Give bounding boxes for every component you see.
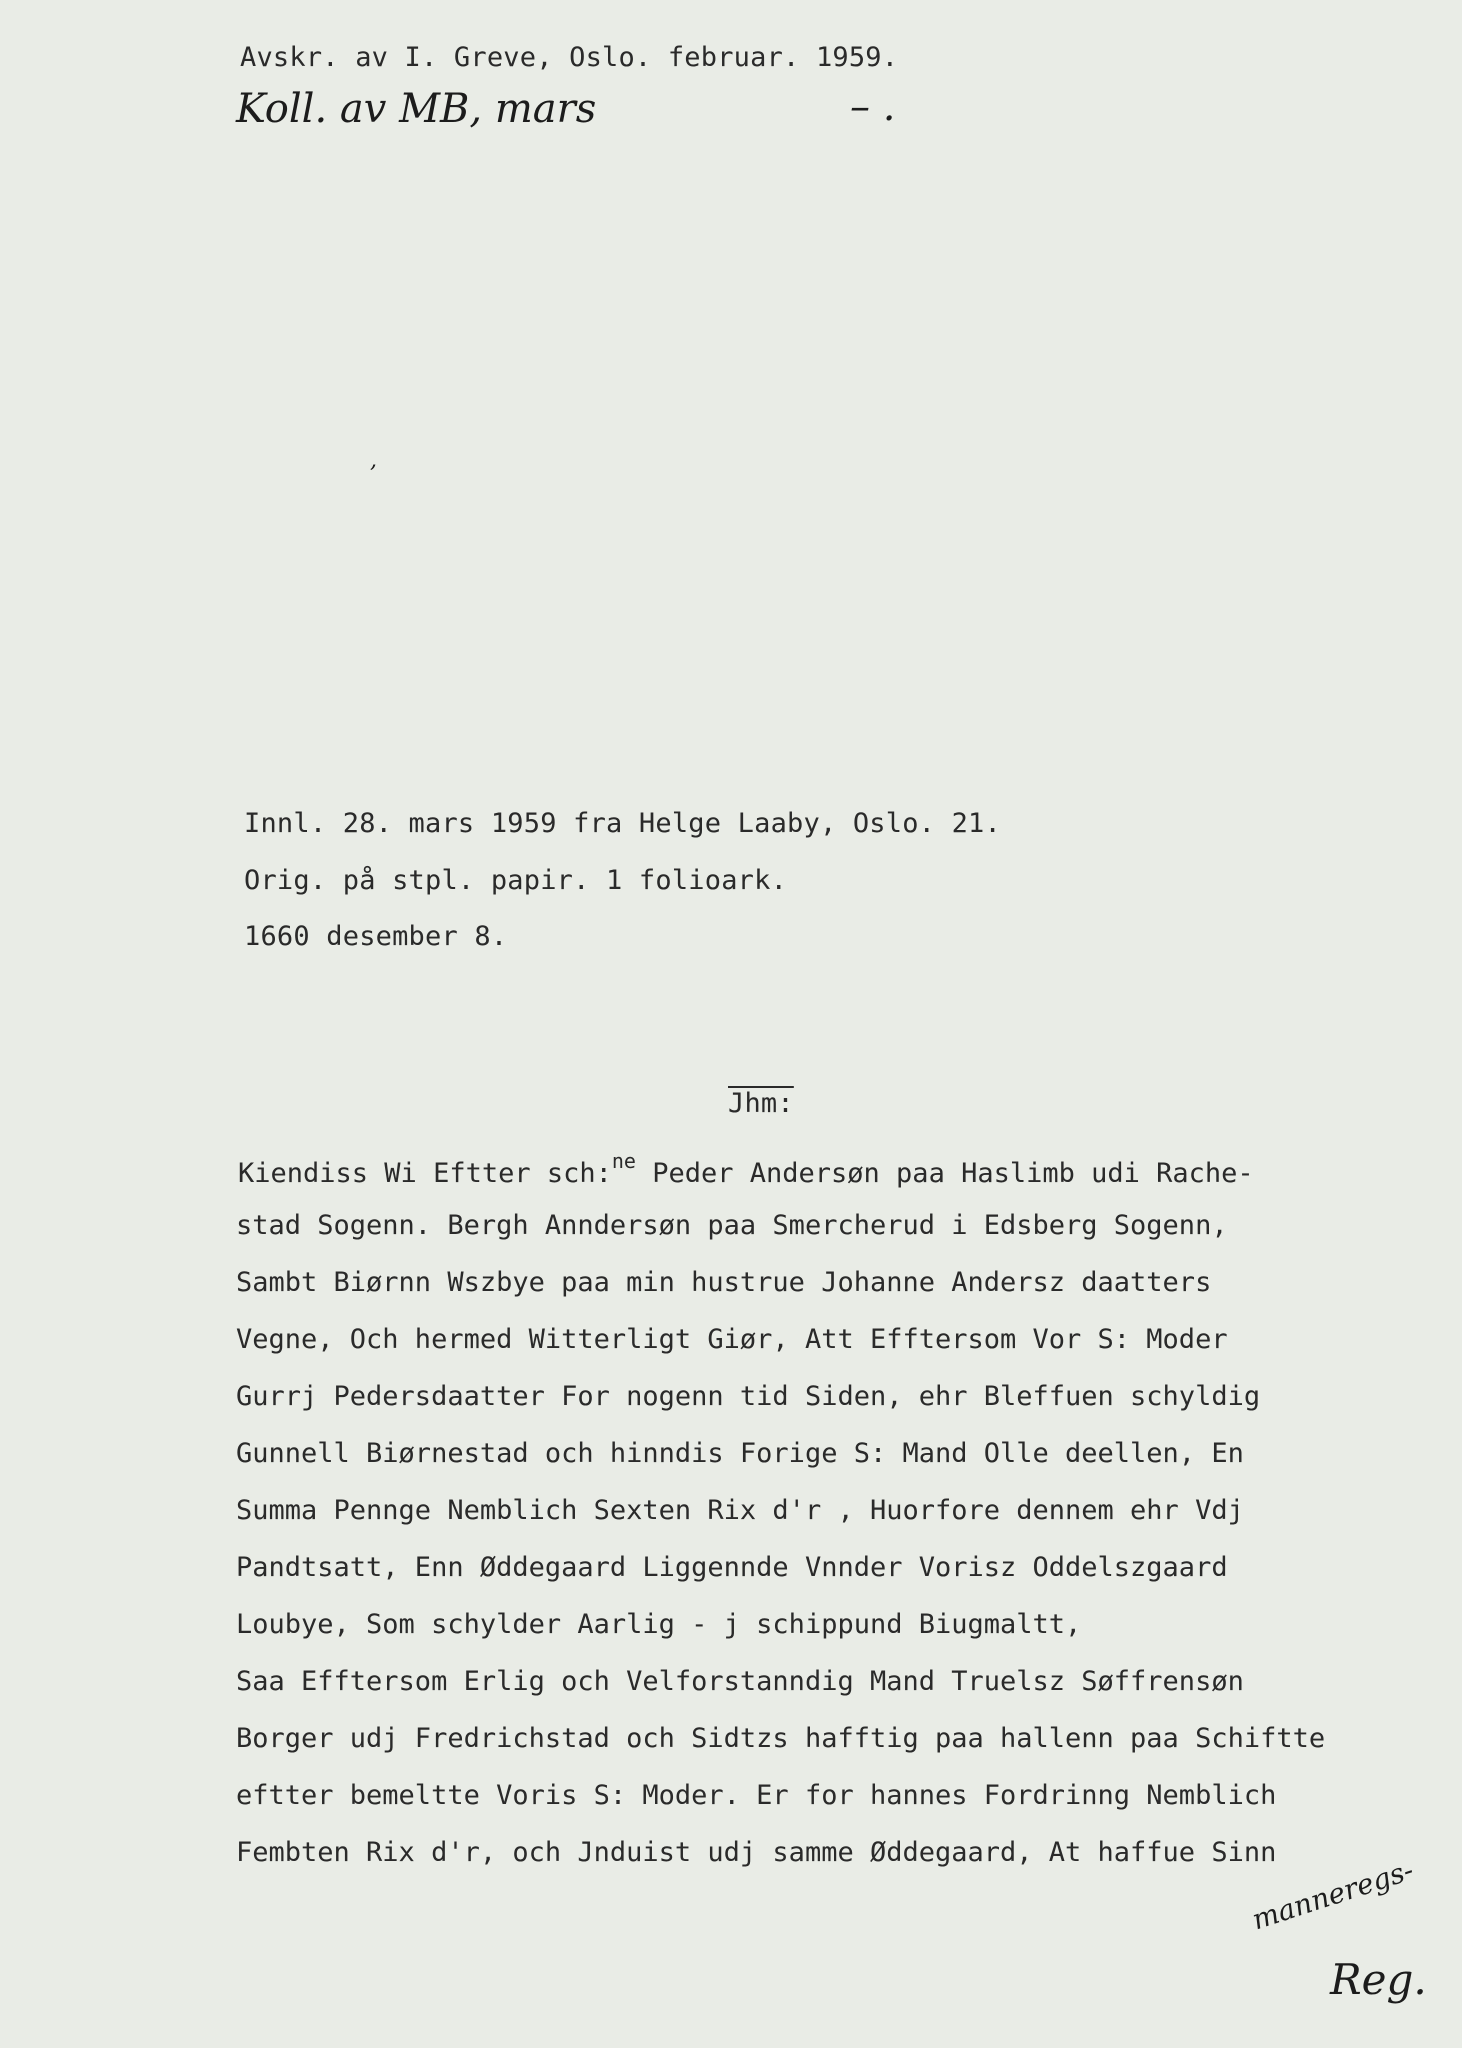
margin-note-register: manneregs- — [1248, 1853, 1418, 1937]
stray-mark: , — [370, 448, 377, 473]
body-line-9: Loubye, Som schylder Aarlig - j schippund Biugmaltt, — [236, 1609, 1082, 1640]
date-line: 1660 desember 8. — [244, 921, 508, 952]
handwritten-collation-note: Koll. av MB, mars — [236, 86, 597, 132]
body-line-7: Summa Pennge Nemblich Sexten Rix d'r , Huorfore dennem ehr Vdj — [236, 1495, 1244, 1526]
transcription-note: Avskr. av I. Greve, Oslo. februar. 1959. — [240, 42, 899, 73]
body-line-2: stad Sogenn. Bergh Anndersøn paa Smercherud i Edsberg Sogenn, — [236, 1210, 1228, 1241]
body-line-3: Sambt Biørnn Wszbye paa min hustrue Johanne Andersz daatters — [236, 1267, 1212, 1298]
original-line: Orig. på stpl. papir. 1 folioark. — [244, 865, 788, 896]
received-line: Innl. 28. mars 1959 fra Helge Laaby, Oslo. 21. — [244, 808, 1001, 839]
document-heading: Jhm: — [728, 1088, 794, 1119]
body-line-6: Gunnell Biørnestad och hinndis Forige S: Mand Olle deellen, En — [236, 1438, 1244, 1469]
body-line-4: Vegne, Och hermed Witterligt Giør, Att Efftersom Vor S: Moder — [236, 1324, 1228, 1355]
body-line-5: Gurrj Pedersdaatter For nogenn tid Siden, ehr Bleffuen schyldig — [236, 1381, 1261, 1412]
body-line-12: eftter bemeltte Voris S: Moder. Er for hannes Fordrinng Nemblich — [236, 1780, 1277, 1811]
body-line-13: Fembten Rix d'r, och Jnduist udj samme Øddegaard, At haffue Sinn — [236, 1837, 1277, 1868]
body-line-8: Pandtsatt, Enn Øddegaard Liggennde Vnnder Vorisz Oddelszgaard — [236, 1552, 1228, 1583]
body-line-1: Kiendiss Wi Eftter sch:$^{ne}$ Peder Andersøn paa Haslimb udi Rache- — [238, 1149, 1254, 1189]
body-line-10: Saa Efftersom Erlig och Velforstanndig Mand Truelsz Søffrensøn — [236, 1666, 1244, 1697]
body-line-11: Borger udj Fredrichstad och Sidtzs hafftig paa hallenn paa Schiftte — [236, 1723, 1326, 1754]
handwritten-dash: – . — [850, 84, 896, 130]
margin-note-reg: Reg. — [1330, 1955, 1427, 2004]
